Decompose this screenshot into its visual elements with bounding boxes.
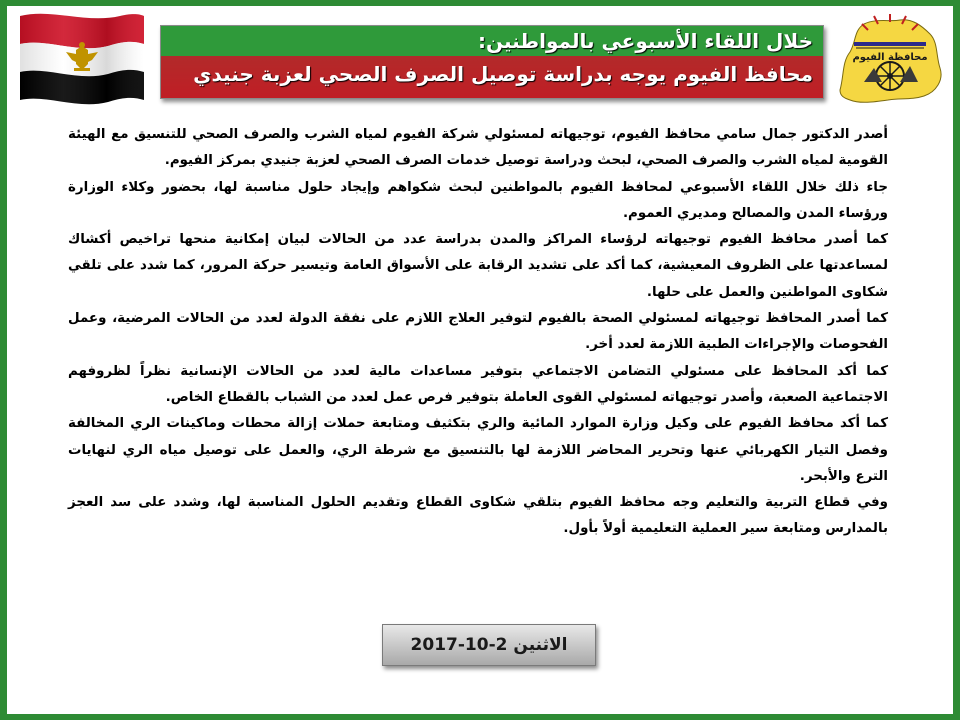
article-paragraph: أصدر الدكتور جمال سامي محافظ الفيوم، توجيهاته لمسئولي شركة الفيوم لمياه الشرب والصرف الصحي للتنسيق مع الهيئة القومية لمياه الشرب والصرف الصحي، لبحث ودراسة توصيل خدمات الصرف الصحي لعزبة جنيدي بمركز الفيوم.	[68, 127, 888, 169]
article-body	[68, 122, 888, 543]
article-paragraph: جاء ذلك خلال اللقاء الأسبوعي لمحافظ الفيوم بالمواطنين لبحث شكواهم وإيجاد حلول مناسبة لها، بحضور وكلاء الوزارة ورؤساء المدن والمصالح ومديري العموم.	[68, 179, 888, 221]
headline-banner	[160, 25, 824, 99]
article-paragraph: وفي قطاع التربية والتعليم وجه محافظ الفيوم بتلقي شكاوى القطاع وتقديم الحلول المناسبة لها، وشدد على سد العجز بالمدارس ومتابعة سير العملية التعليمية أولاً بأول.	[68, 495, 888, 537]
article-paragraph: كما أصدر المحافظ توجيهاته لمسئولي الصحة بالفيوم لتوفير العلاج اللازم على نفقة الدولة لعدد من الحالات المرضية، وعمل الفحوصات والإجراءات الطبية اللازمة لعدد أخر.	[68, 311, 888, 353]
article-paragraph: كما أكد المحافظ على مسئولي التضامن الاجتماعي بتوفير مساعدات مالية لعدد من الحالات الإنسانية نظراً لظروفهم الاجتماعية الصعبة، وأصدر توجيهاته لمسئولي القوى العاملة بتوفير فرص عمل لعدد من الشباب بالقطاع الخاص.	[68, 363, 888, 405]
article-paragraph: كما أصدر محافظ الفيوم توجيهاته لرؤساء المراكز والمدن بدراسة عدد من الحالات لبيان إمكانية منحها تراخيص أكشاك لمساعدتها على الظروف المعيشية، كما أكد على تشديد الرقابة على الأسواق العامة وتيسير حركة المرور، كما شدد على تلقي شكاوى المواطنين والعمل على حلها.	[68, 232, 888, 300]
headline-kicker: خلال اللقاء الأسبوعي بالمواطنين:	[477, 29, 813, 53]
governorate-logo	[834, 12, 946, 108]
waterwheel-icon	[876, 62, 904, 90]
headline-title: محافظ الفيوم يوجه بدراسة توصيل الصرف الصحي لعزبة جنيدي	[193, 62, 813, 86]
date-badge	[382, 624, 596, 666]
article-paragraph: كما أكد محافظ الفيوم على وكيل وزارة الموارد المائية والري بتكثيف ومتابعة حملات إزالة محطات وماكينات الري المخالفة وفصل التيار الكهربائي عنها وتحرير المحاضر اللازمة لها بالتنسيق مع شرطة الري، والعمل على توصيل مياه الري لنهايات الترع والأبحر.	[68, 416, 888, 484]
egypt-flag-icon	[16, 8, 148, 108]
date-text: الاثنين 2-10-2017	[410, 635, 568, 655]
logo-text: محافظة الفيوم	[852, 52, 928, 63]
